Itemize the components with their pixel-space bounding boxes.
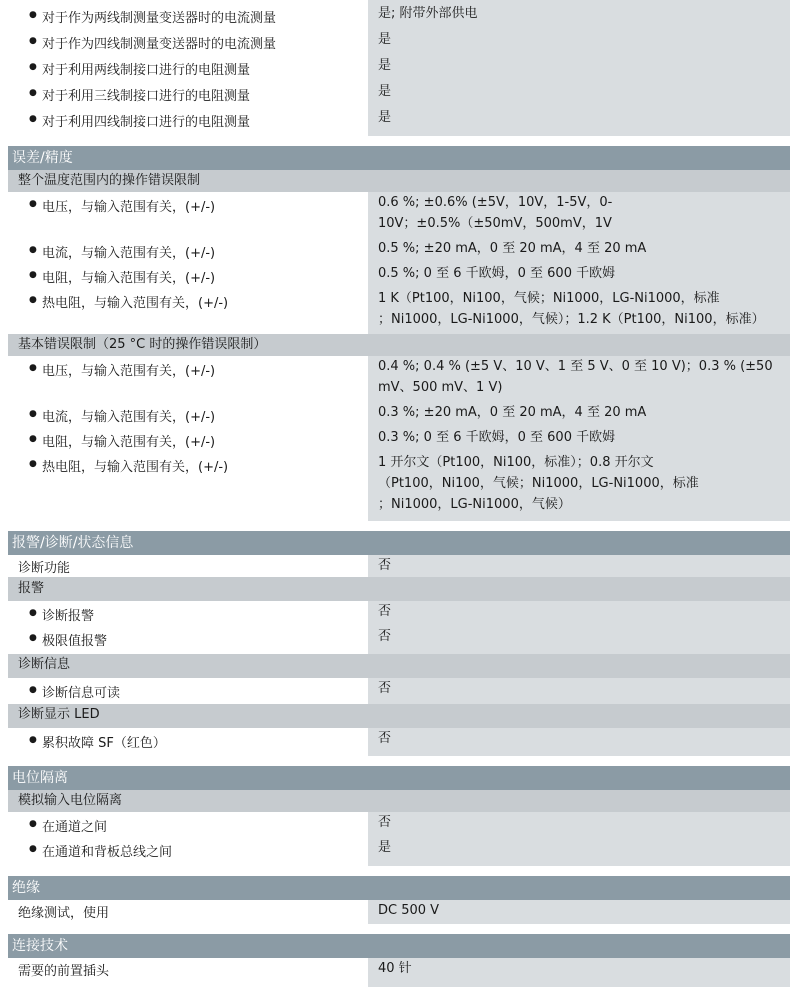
row-label: ● 在通道和背板总线之间 xyxy=(42,841,172,860)
section-header-insulation: 绝缘 xyxy=(8,876,790,900)
row-label: ● 热电阻，与输入范围有关，(+/-) xyxy=(42,292,228,311)
row-value: 否 xyxy=(368,626,790,654)
row-label: ● 电压，与输入范围有关，(+/-) xyxy=(42,360,215,379)
table-row xyxy=(8,678,790,704)
row-value: 是 xyxy=(368,78,790,104)
row-value: 否 xyxy=(368,601,790,626)
table-row xyxy=(8,402,790,427)
table-row xyxy=(8,263,790,288)
row-value: 40 针 xyxy=(368,958,790,987)
table-row xyxy=(8,52,790,78)
row-value: 是 xyxy=(368,26,790,52)
row-label: ● 热电阻，与输入范围有关，(+/-) xyxy=(42,456,228,475)
row-label: ● 对于利用四线制接口进行的电阻测量 xyxy=(42,111,250,130)
row-label: ● 对于利用两线制接口进行的电阻测量 xyxy=(42,59,250,78)
table-row xyxy=(8,0,790,26)
row-label: ● 电阻，与输入范围有关，(+/-) xyxy=(42,267,215,286)
row-value: 是 xyxy=(368,104,790,136)
table-row xyxy=(8,78,790,104)
row-value: 0.3 %; ±20 mA，0 至 20 mA，4 至 20 mA xyxy=(368,402,790,427)
subsection-diag-info: 诊断信息 xyxy=(8,654,790,678)
row-label: 需要的前置插头 xyxy=(18,964,110,979)
row-label: 诊断功能 xyxy=(18,561,71,576)
row-label: ● 诊断信息可读 xyxy=(42,682,120,701)
row-value: 0.4 %; 0.4 % (±5 V、10 V、1 至 5 V、0 至 10 V)；0.3 % (±50 mV、500 mV、1 V) xyxy=(368,356,790,402)
table-row xyxy=(8,427,790,452)
row-value: DC 500 V xyxy=(368,900,790,924)
section-header-isolation: 电位隔离 xyxy=(8,766,790,790)
row-value: 1 K（Pt100，Ni100，气候；Ni1000，LG-Ni1000，标准 ；Ni1000，LG-Ni1000，气候）；1.2 K（Pt100，Ni100，标准） xyxy=(368,288,790,334)
row-value: 是 xyxy=(368,837,790,866)
row-label: ● 对于作为两线制测量变送器时的电流测量 xyxy=(42,7,276,26)
row-value: 0.6 %; ±0.6% (±5V，10V，1-5V，0- 10V；±0.5%（±50mV，500mV，1V xyxy=(368,192,790,238)
table-row xyxy=(8,26,790,52)
row-label: ● 电阻，与输入范围有关，(+/-) xyxy=(42,431,215,450)
table-row xyxy=(8,812,790,837)
row-value: 否 xyxy=(368,728,790,756)
row-value: 0.5 %; ±20 mA，0 至 20 mA，4 至 20 mA xyxy=(368,238,790,263)
row-value: 否 xyxy=(368,555,790,577)
row-label: ● 对于利用三线制接口进行的电阻测量 xyxy=(42,85,250,104)
table-row xyxy=(8,900,790,924)
row-label: ● 电流，与输入范围有关，(+/-) xyxy=(42,406,215,425)
table-row xyxy=(8,238,790,263)
row-value: 否 xyxy=(368,812,790,837)
table-row xyxy=(8,728,790,756)
row-value: 0.5 %; 0 至 6 千欧姆，0 至 600 千欧姆 xyxy=(368,263,790,288)
table-row xyxy=(8,356,790,402)
table-row xyxy=(8,601,790,626)
table-row xyxy=(8,958,790,987)
section-header-connection: 连接技术 xyxy=(8,934,790,958)
subsection-basic-error: 基本错误限制（25 °C 时的操作错误限制） xyxy=(8,334,790,356)
table-row xyxy=(8,104,790,136)
row-value: 否 xyxy=(368,678,790,704)
table-row xyxy=(8,452,790,521)
subsection-diag-led: 诊断显示 LED xyxy=(8,704,790,728)
subsection-analog-isolation: 模拟输入电位隔离 xyxy=(8,790,790,812)
row-label: ● 诊断报警 xyxy=(42,605,94,624)
row-label: 绝缘测试，使用 xyxy=(18,906,110,921)
subsection-operating-error: 整个温度范围内的操作错误限制 xyxy=(8,170,790,192)
section-header-alarm: 报警/诊断/状态信息 xyxy=(8,531,790,555)
table-row xyxy=(8,626,790,654)
row-label: ● 累积故障 SF（红色） xyxy=(42,732,166,751)
row-label: ● 对于作为四线制测量变送器时的电流测量 xyxy=(42,33,276,52)
row-label: ● 极限值报警 xyxy=(42,630,107,649)
row-value: 0.3 %; 0 至 6 千欧姆，0 至 600 千欧姆 xyxy=(368,427,790,452)
table-row xyxy=(8,555,790,577)
section-header-error: 误差/精度 xyxy=(8,146,790,170)
row-label: ● 在通道之间 xyxy=(42,816,107,835)
row-value: 1 开尔文（Pt100，Ni100，标准）；0.8 开尔文 （Pt100，Ni100，气候；Ni1000，LG-Ni1000，标准 ；Ni1000，LG-Ni1000，气候） xyxy=(368,452,790,521)
subsection-alarm: 报警 xyxy=(8,577,790,601)
row-value: 是 xyxy=(368,52,790,78)
table-row xyxy=(8,288,790,334)
row-label: ● 电流，与输入范围有关，(+/-) xyxy=(42,242,215,261)
table-row xyxy=(8,192,790,238)
table-row xyxy=(8,837,790,866)
row-value: 是; 附带外部供电 xyxy=(368,0,790,26)
row-label: ● 电压，与输入范围有关，(+/-) xyxy=(42,196,215,215)
